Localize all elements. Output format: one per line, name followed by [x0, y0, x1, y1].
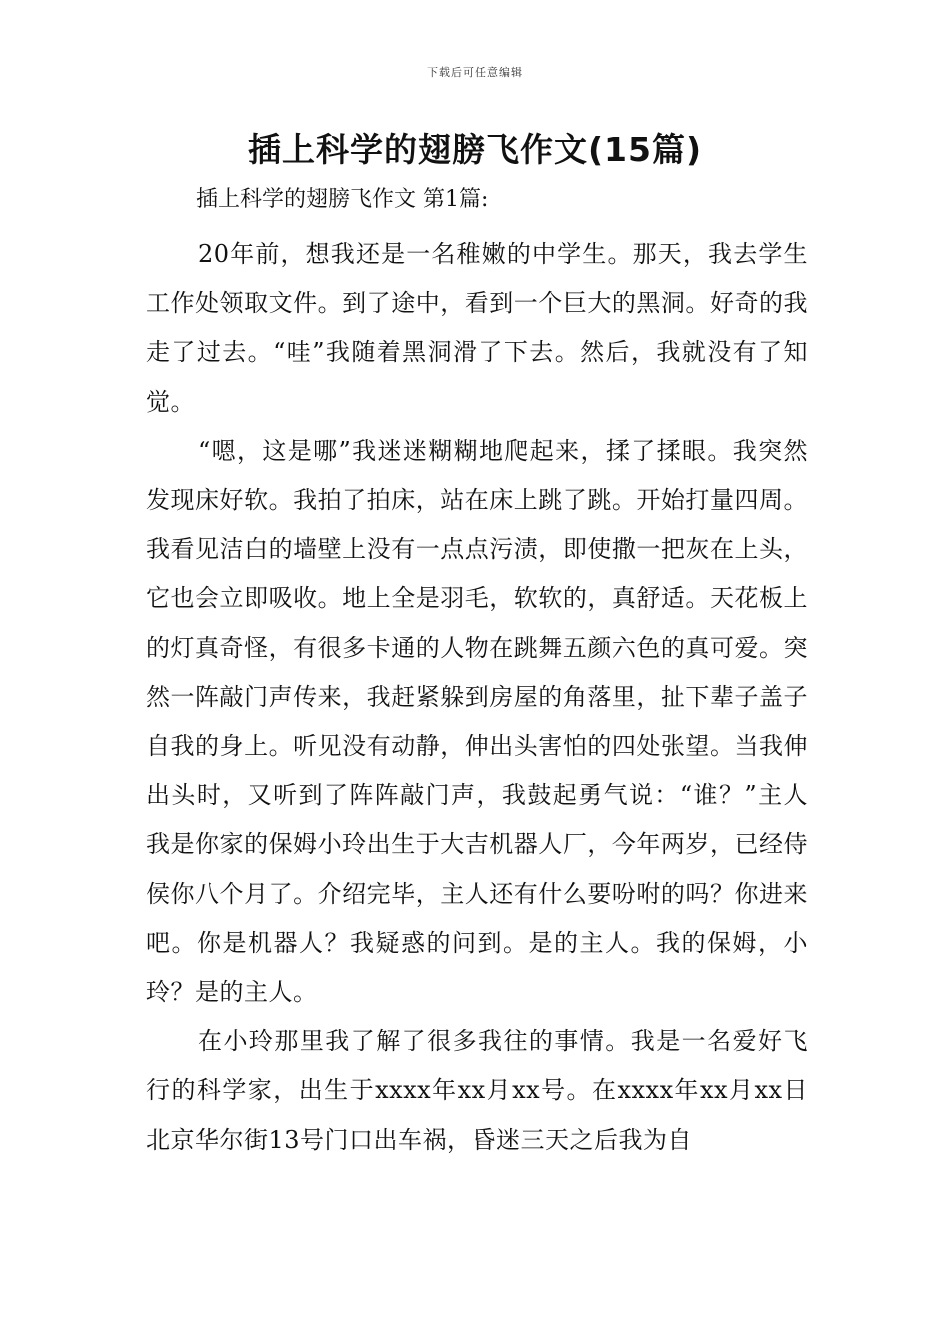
paragraph-2: “嗯，这是哪”我迷迷糊糊地爬起来，揉了揉眼。我突然发现床好软。我拍了拍床，站在床上跳了跳。开始打量四周。我看见洁白的墙壁上没有一点点污渍，即使撒一把灰在上头，它也会立即吸收。地上全是羽毛，软软的，真舒适。天花板上的灯真奇怪，有很多卡通的人物在跳舞五颜六色的真可爱。突然一阵敲门声传来，我赶紧躲到房屋的角落里，扯下辈子盖子自我的身上。听见没有动静，伸出头害怕的四处张望。当我伸出头时，又听到了阵阵敲门声，我鼓起勇气说：“谁？”主人我是你家的保姆小玲出生于大吉机器人厂，今年两岁，已经侍侯你八个月了。介绍完毕，主人还有什么要吩咐的吗？你进来吧。你是机器人？我疑惑的问到。是的主人。我的保姆，小玲？是的主人。	[146, 436, 808, 1007]
paragraph-1: 20年前，想我还是一名稚嫩的中学生。那天，我去学生工作处领取文件。到了途中，看到一个巨大的黑洞。好奇的我走了过去。“哇”我随着黑洞滑了下去。然后，我就没有了知觉。	[146, 240, 808, 416]
body-text	[146, 230, 808, 1165]
section-heading: 插上科学的翅膀飞作文 第1篇:	[196, 187, 489, 212]
header-note: 下载后可任意编辑	[427, 66, 523, 79]
document-title: 插上科学的翅膀飞作文(15篇)	[247, 130, 703, 169]
paragraph-3: 在小玲那里我了解了很多我往的事情。我是一名爱好飞行的科学家，出生于xxxx年xx月xx号。在xxxx年xx月xx日北京华尔街13号门口出车祸，昏迷三天之后我为自	[146, 1027, 808, 1154]
